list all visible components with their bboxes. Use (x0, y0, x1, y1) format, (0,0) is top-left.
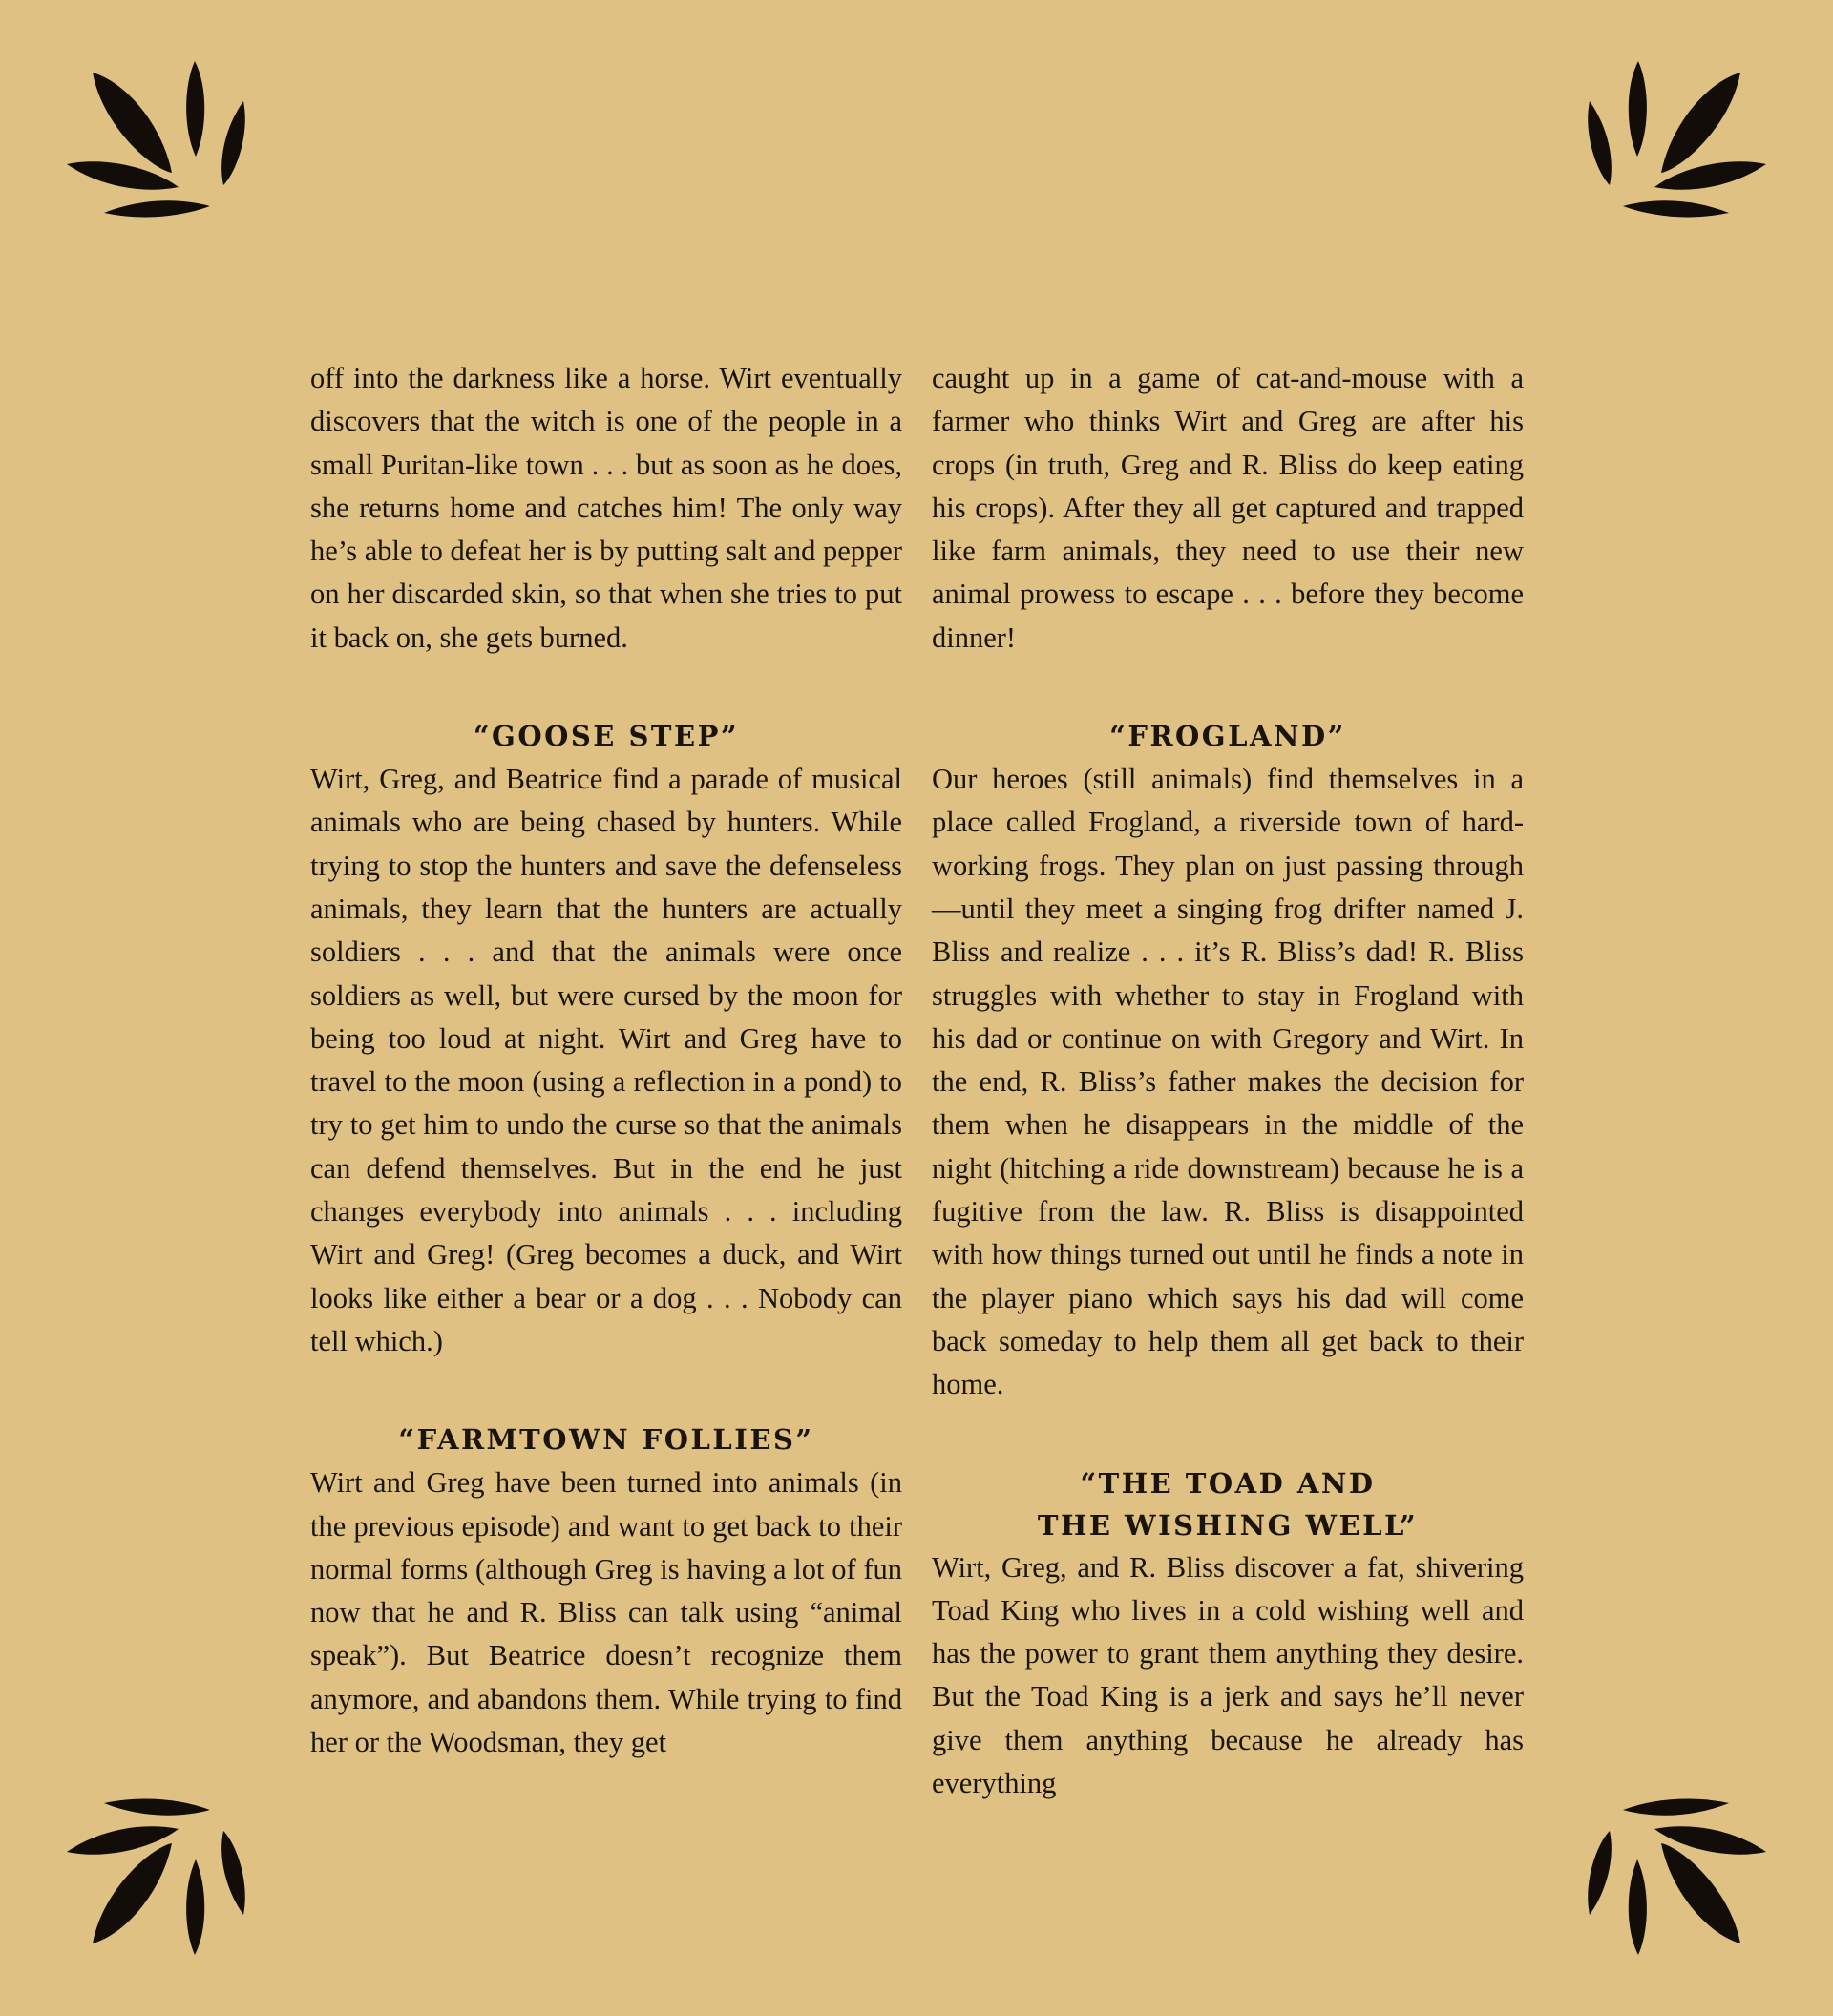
leaf-ornament-top-left (59, 53, 250, 235)
episode-heading (932, 715, 1524, 758)
leaf-sprig-icon (59, 1781, 250, 1963)
episode-heading-line: “GOOSE STEP” (473, 720, 740, 753)
episode-heading-line: “FARMTOWN FOLLIES” (398, 1423, 814, 1457)
episode-paragraph: Our heroes (still animals) find themselves in a place called Frogland, a riverside town of hard-working frogs. They plan on just passing through—until they meet a singing frog drifter named J. Bliss and realize . . . it’s R. Bliss’s dad! R. Bliss struggles with whether to stay in Frogland with his dad or continue on with Gregory and Wirt. In the end, R. Bliss’s father makes the decision for them when he disappears in the middle of the night (hitching a ride downstream) because he is a fugitive from the law. R. Bliss is disappointed with how things turned out until he finds a note in the player piano which says his dad will come back someday to help them all get back to their home. (932, 763, 1524, 1401)
left-column (310, 357, 902, 1805)
leaf-sprig-icon (1583, 1781, 1774, 1963)
episode-paragraph: off into the darkness like a horse. Wirt eventually discovers that the witch is one of the people in a small Puritan-like town . . . but as soon as he does, she returns home and catches him! The only way he’s able to defeat her is by putting salt and pepper on her discarded skin, so that when she tries to put it back on, she gets burned. (310, 362, 902, 654)
episode-heading (932, 1462, 1524, 1546)
episode-paragraph: Wirt, Greg, and R. Bliss discover a fat, shivering Toad King who lives in a cold wishing well and has the power to grant them anything they desire. But the Toad King is a jerk and says he’ll never give them anything because he already has everything (932, 1550, 1524, 1800)
leaf-ornament-bottom-left (59, 1781, 250, 1963)
right-column (932, 357, 1524, 1805)
episode-heading (310, 1418, 902, 1461)
episode-heading-line: “THE TOAD AND (1080, 1466, 1376, 1500)
leaf-ornament-bottom-right (1583, 1781, 1774, 1963)
episode-paragraph: caught up in a game of cat-and-mouse with a farmer who thinks Wirt and Greg are after his crops (in truth, Greg and R. Bliss do keep eating his crops). After they all get captured and trapped like farm animals, they need to use their new animal prowess to escape . . . before they become dinner! (932, 362, 1524, 654)
episode-paragraph: Wirt, Greg, and Beatrice find a parade of musical animals who are being chased by hunters. While trying to stop the hunters and save the defenseless animals, they learn that the hunters are actually soldiers . . . and that the animals were once soldiers as well, but were cursed by the moon for being too loud at night. Wirt and Greg have to travel to the moon (using a reflection in a pond) to try to get him to undo the curse so that the animals can defend themselves. But in the end he just changes everybody into animals . . . including Wirt and Greg! (Greg becomes a duck, and Wirt looks like either a bear or a dog . . . Nobody can tell which.) (310, 763, 902, 1357)
episode-heading-line: THE WISHING WELL” (1037, 1508, 1419, 1542)
leaf-sprig-icon (59, 53, 250, 235)
episode-heading (310, 715, 902, 758)
episode-paragraph: Wirt and Greg have been turned into animals (in the previous episode) and want to get back to their normal forms (although Greg is having a lot of fun now that he and R. Bliss can talk using “animal speak”). But Beatrice doesn’t recognize them anymore, and abandons them. While trying to find her or the Woodsman, they get (310, 1466, 902, 1759)
episode-heading-line: “FROGLAND” (1109, 720, 1346, 753)
leaf-sprig-icon (1583, 53, 1774, 235)
page-text-columns (310, 357, 1524, 1805)
leaf-ornament-top-right (1583, 53, 1774, 235)
